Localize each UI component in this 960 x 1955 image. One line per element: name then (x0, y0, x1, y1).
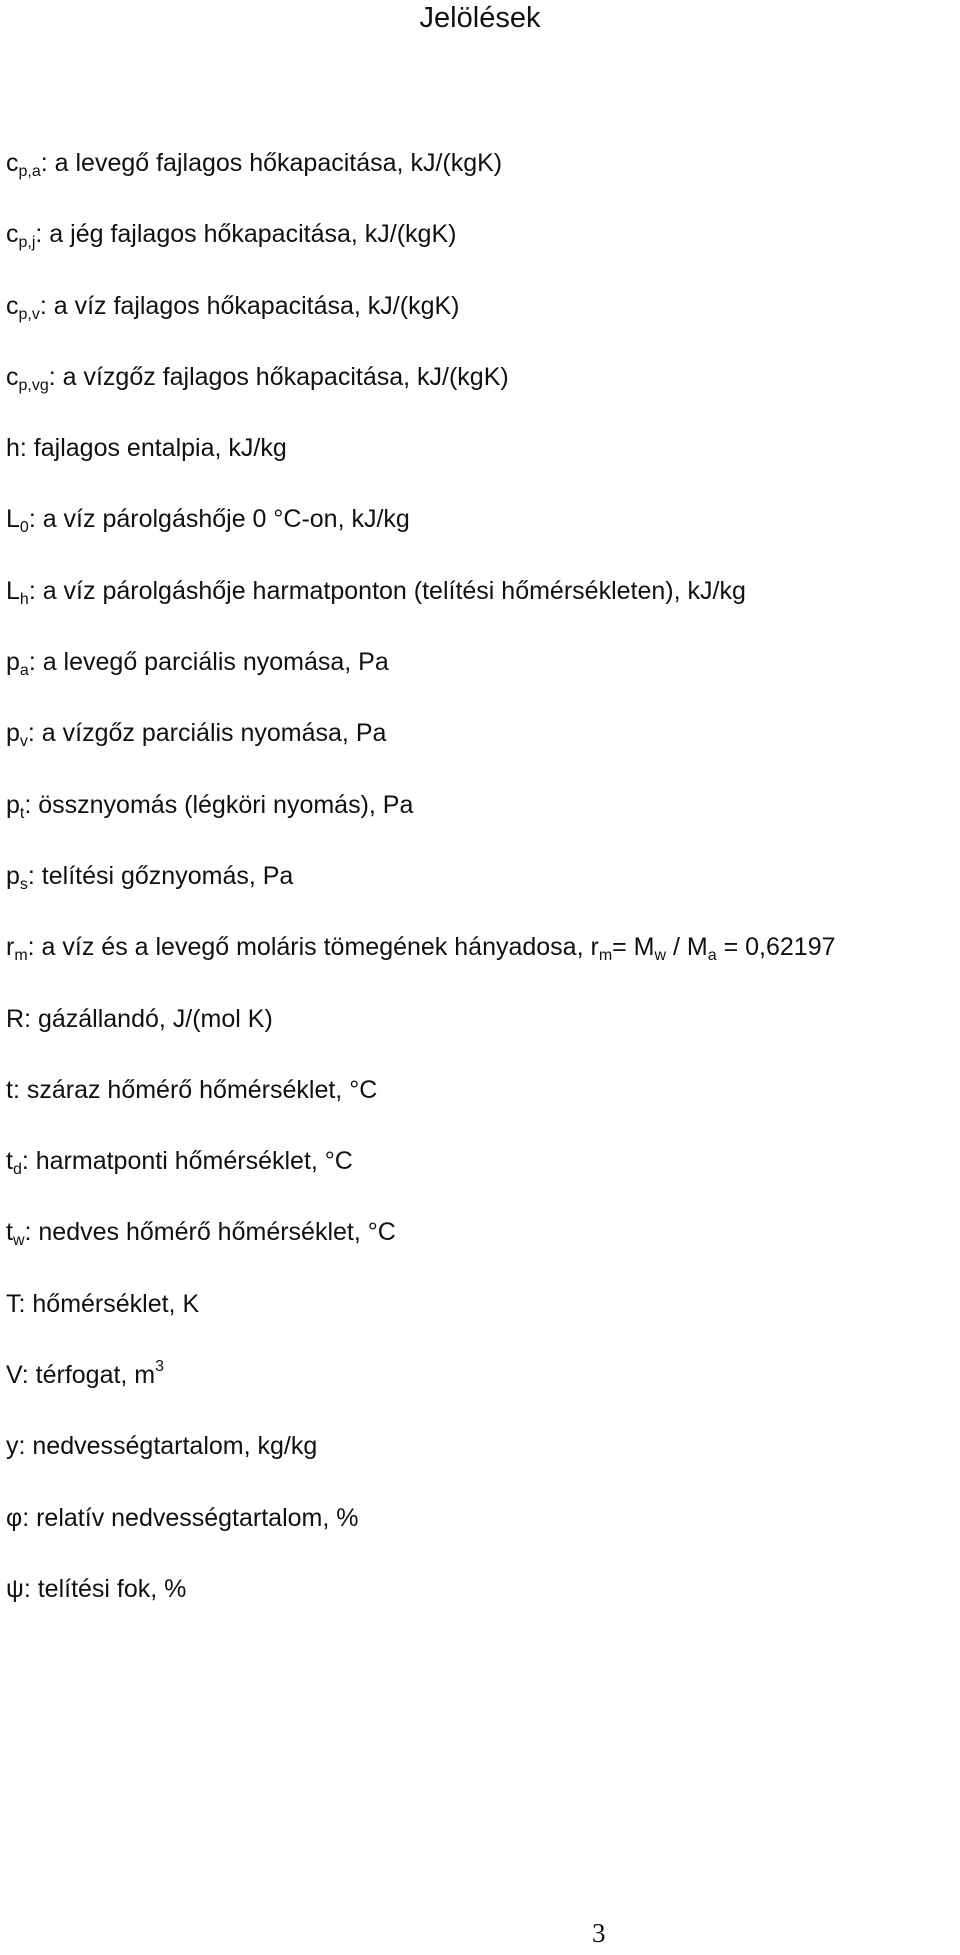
entry-subscript: p,a (18, 163, 41, 180)
entry-symbol: t (6, 1075, 13, 1104)
entry-subscript: t (19, 804, 25, 822)
entry-subscript: h (19, 590, 29, 608)
notation-entry (6, 1216, 836, 1287)
entry-subscript: a (707, 947, 717, 965)
entry-symbol: y (6, 1432, 19, 1461)
notation-entry (6, 290, 836, 361)
entry-symbol: L (6, 576, 20, 605)
entry-description: : a víz fajlagos hőkapacitása, kJ/(kgK) (39, 291, 460, 320)
entry-symbol: ψ (6, 1574, 24, 1603)
entry-symbol: V (6, 1361, 22, 1390)
entry-symbol: r (6, 933, 15, 962)
entry-subscript: v (19, 733, 28, 751)
entry-symbol: c (6, 291, 19, 320)
notation-entry (6, 646, 836, 717)
entry-description: : a vízgőz fajlagos hőkapacitása, kJ/(kgK) (48, 362, 509, 391)
notation-entry (6, 1359, 836, 1430)
entry-symbol: t (6, 1147, 13, 1176)
entry-subscript: m (598, 947, 613, 965)
entry-symbol: c (6, 362, 19, 391)
entry-description: : nedvességtartalom, kg/kg (18, 1432, 318, 1461)
entry-subscript: p,vg (18, 376, 49, 394)
entry-description: : hőmérséklet, K (18, 1289, 200, 1318)
entry-symbol: R (6, 1004, 25, 1033)
entry-description: : a vízgőz parciális nyomása, Pa (27, 719, 387, 748)
entry-description: : relatív nedvességtartalom, % (22, 1503, 359, 1532)
entry-description: : nedves hőmérő hőmérséklet, °C (24, 1218, 396, 1247)
notation-entry (6, 931, 836, 1002)
entry-symbol: h (6, 434, 20, 463)
entry-subscript: s (19, 875, 28, 893)
entry-description: : gázállandó, J/(mol K) (24, 1004, 273, 1033)
notation-entry (6, 789, 836, 860)
entry-symbol: p (6, 861, 20, 890)
entry-description: : a víz párolgáshője 0 °C-on, kJ/kg (28, 505, 410, 534)
entry-symbol: T (6, 1289, 19, 1318)
entry-subscript: d (12, 1161, 22, 1179)
entry-symbol: φ (6, 1503, 23, 1532)
entry-subscript: a (19, 662, 29, 680)
entry-subscript: 0 (19, 519, 29, 537)
entry-description: : a víz párolgáshője harmatponton (telítési hőmérsékleten), kJ/kg (28, 576, 746, 605)
entry-description: : a víz és a levegő moláris tömegének hányadosa, r (27, 933, 599, 962)
entry-symbol: c (6, 149, 19, 177)
notation-entry (6, 1074, 836, 1145)
notation-entry (6, 1502, 836, 1573)
entry-symbol: p (6, 719, 20, 748)
notation-entry (6, 503, 836, 574)
entry-description: : telítési fok, % (23, 1574, 187, 1603)
notation-entry (6, 218, 836, 289)
page-title: Jelölések (419, 2, 541, 34)
entry-description: : fajlagos entalpia, kJ/kg (19, 434, 287, 463)
entry-formula-text: = M (612, 933, 655, 962)
entry-description: : telítési gőznyomás, Pa (27, 861, 294, 890)
entry-subscript: w (654, 947, 667, 965)
entry-description: : száraz hőmérő hőmérséklet, °C (12, 1075, 378, 1104)
notation-list (6, 147, 836, 1644)
entry-subscript: p,v (18, 305, 40, 323)
page-number: 3 (592, 1918, 606, 1948)
entry-description: : össznyomás (légköri nyomás), Pa (24, 790, 414, 819)
entry-symbol: c (6, 220, 19, 249)
entry-description: : térfogat, m (21, 1361, 156, 1390)
notation-entry (6, 147, 836, 218)
entry-symbol: p (6, 790, 20, 819)
notation-entry (6, 1003, 836, 1074)
entry-subscript: p,j (18, 234, 36, 252)
notation-entry (6, 361, 836, 432)
notation-entry (6, 575, 836, 646)
entry-symbol: L (6, 505, 20, 534)
notation-entry (6, 1430, 836, 1501)
entry-symbol: p (6, 648, 20, 677)
entry-subscript: m (14, 947, 28, 965)
notation-entry (6, 1288, 836, 1359)
notation-entry (6, 1145, 836, 1216)
notation-entry (6, 432, 836, 503)
entry-superscript: 3 (155, 1358, 165, 1376)
notation-entry (6, 860, 836, 931)
entry-description: : a levegő fajlagos hőkapacitása, kJ/(kgK) (40, 149, 503, 177)
entry-description: : a levegő parciális nyomása, Pa (28, 648, 389, 677)
entry-description: : a jég fajlagos hőkapacitása, kJ/(kgK) (35, 220, 457, 249)
entry-description: : harmatponti hőmérséklet, °C (21, 1147, 353, 1176)
entry-formula-text: / M (666, 933, 708, 962)
entry-subscript: w (12, 1232, 25, 1250)
notation-entry (6, 1573, 836, 1644)
notation-entry (6, 717, 836, 788)
entry-formula-text: = 0,62197 (716, 933, 836, 962)
entry-symbol: t (6, 1218, 13, 1247)
